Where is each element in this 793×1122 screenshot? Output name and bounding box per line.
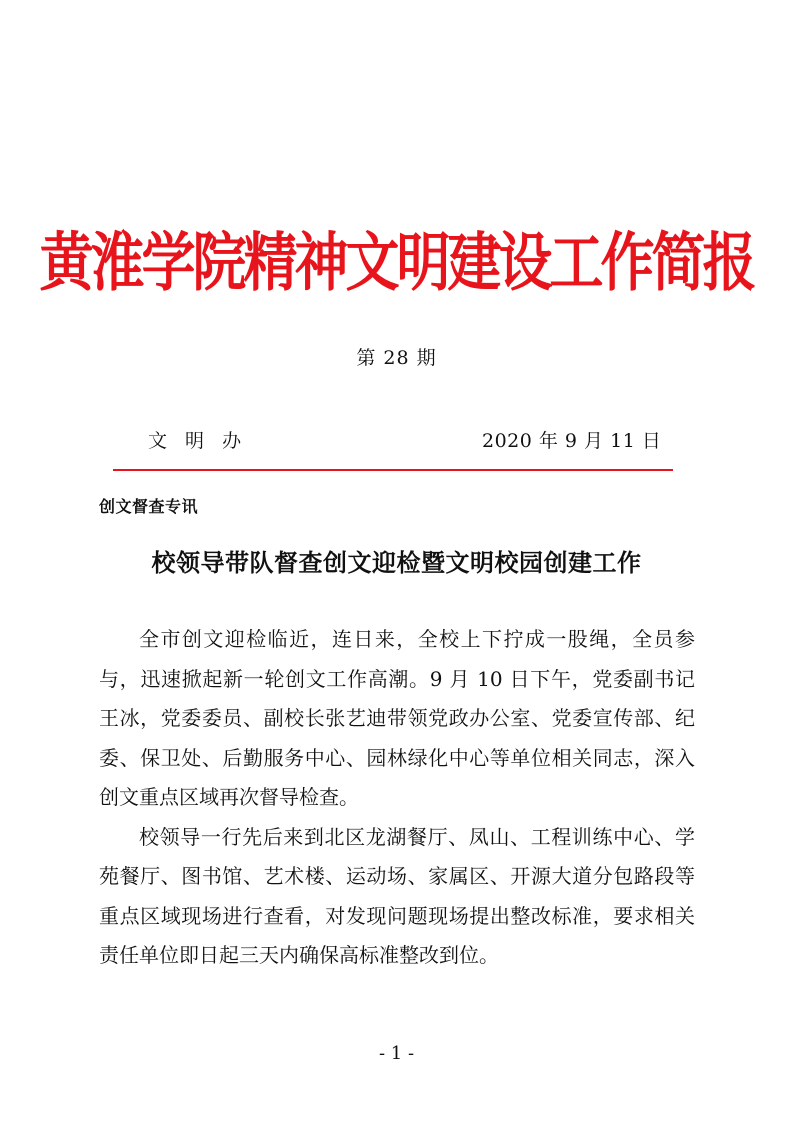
header-divider: [113, 469, 673, 471]
article-body: [99, 620, 695, 976]
column-tag: 创文督查专讯: [99, 497, 199, 516]
page-number: - 1 -: [378, 1043, 415, 1064]
article-title: 校领导带队督查创文迎检暨文明校园创建工作: [151, 548, 642, 577]
issue-date: 2020 年 9 月 11 日: [482, 430, 662, 452]
issue-number: 第 28 期: [356, 347, 437, 369]
newsletter-masthead: 黄淮学院精神文明建设工作简报: [39, 224, 754, 300]
article-paragraph: 校领导一行先后来到北区龙湖餐厅、凤山、工程训练中心、学苑餐厅、图书馆、艺术楼、运动场、家属区、开源大道分包路段等重点区域现场进行查看，对发现问题现场提出整改标准，要求相关责任单位即日起三天内确保高标准整改到位。: [99, 824, 695, 967]
article-paragraph: 全市创文迎检临近，连日来，全校上下拧成一股绳，全员参与，迅速掀起新一轮创文工作高潮。9 月 10 日下午，党委副书记王冰，党委委员、副校长张艺迪带领党政办公室、党委宣传部、纪委、保卫处、后勤服务中心、园林绿化中心等单位相关同志，深入创文重点区域再次督导检查。: [99, 627, 695, 809]
issuing-office: 文 明 办: [148, 430, 248, 452]
